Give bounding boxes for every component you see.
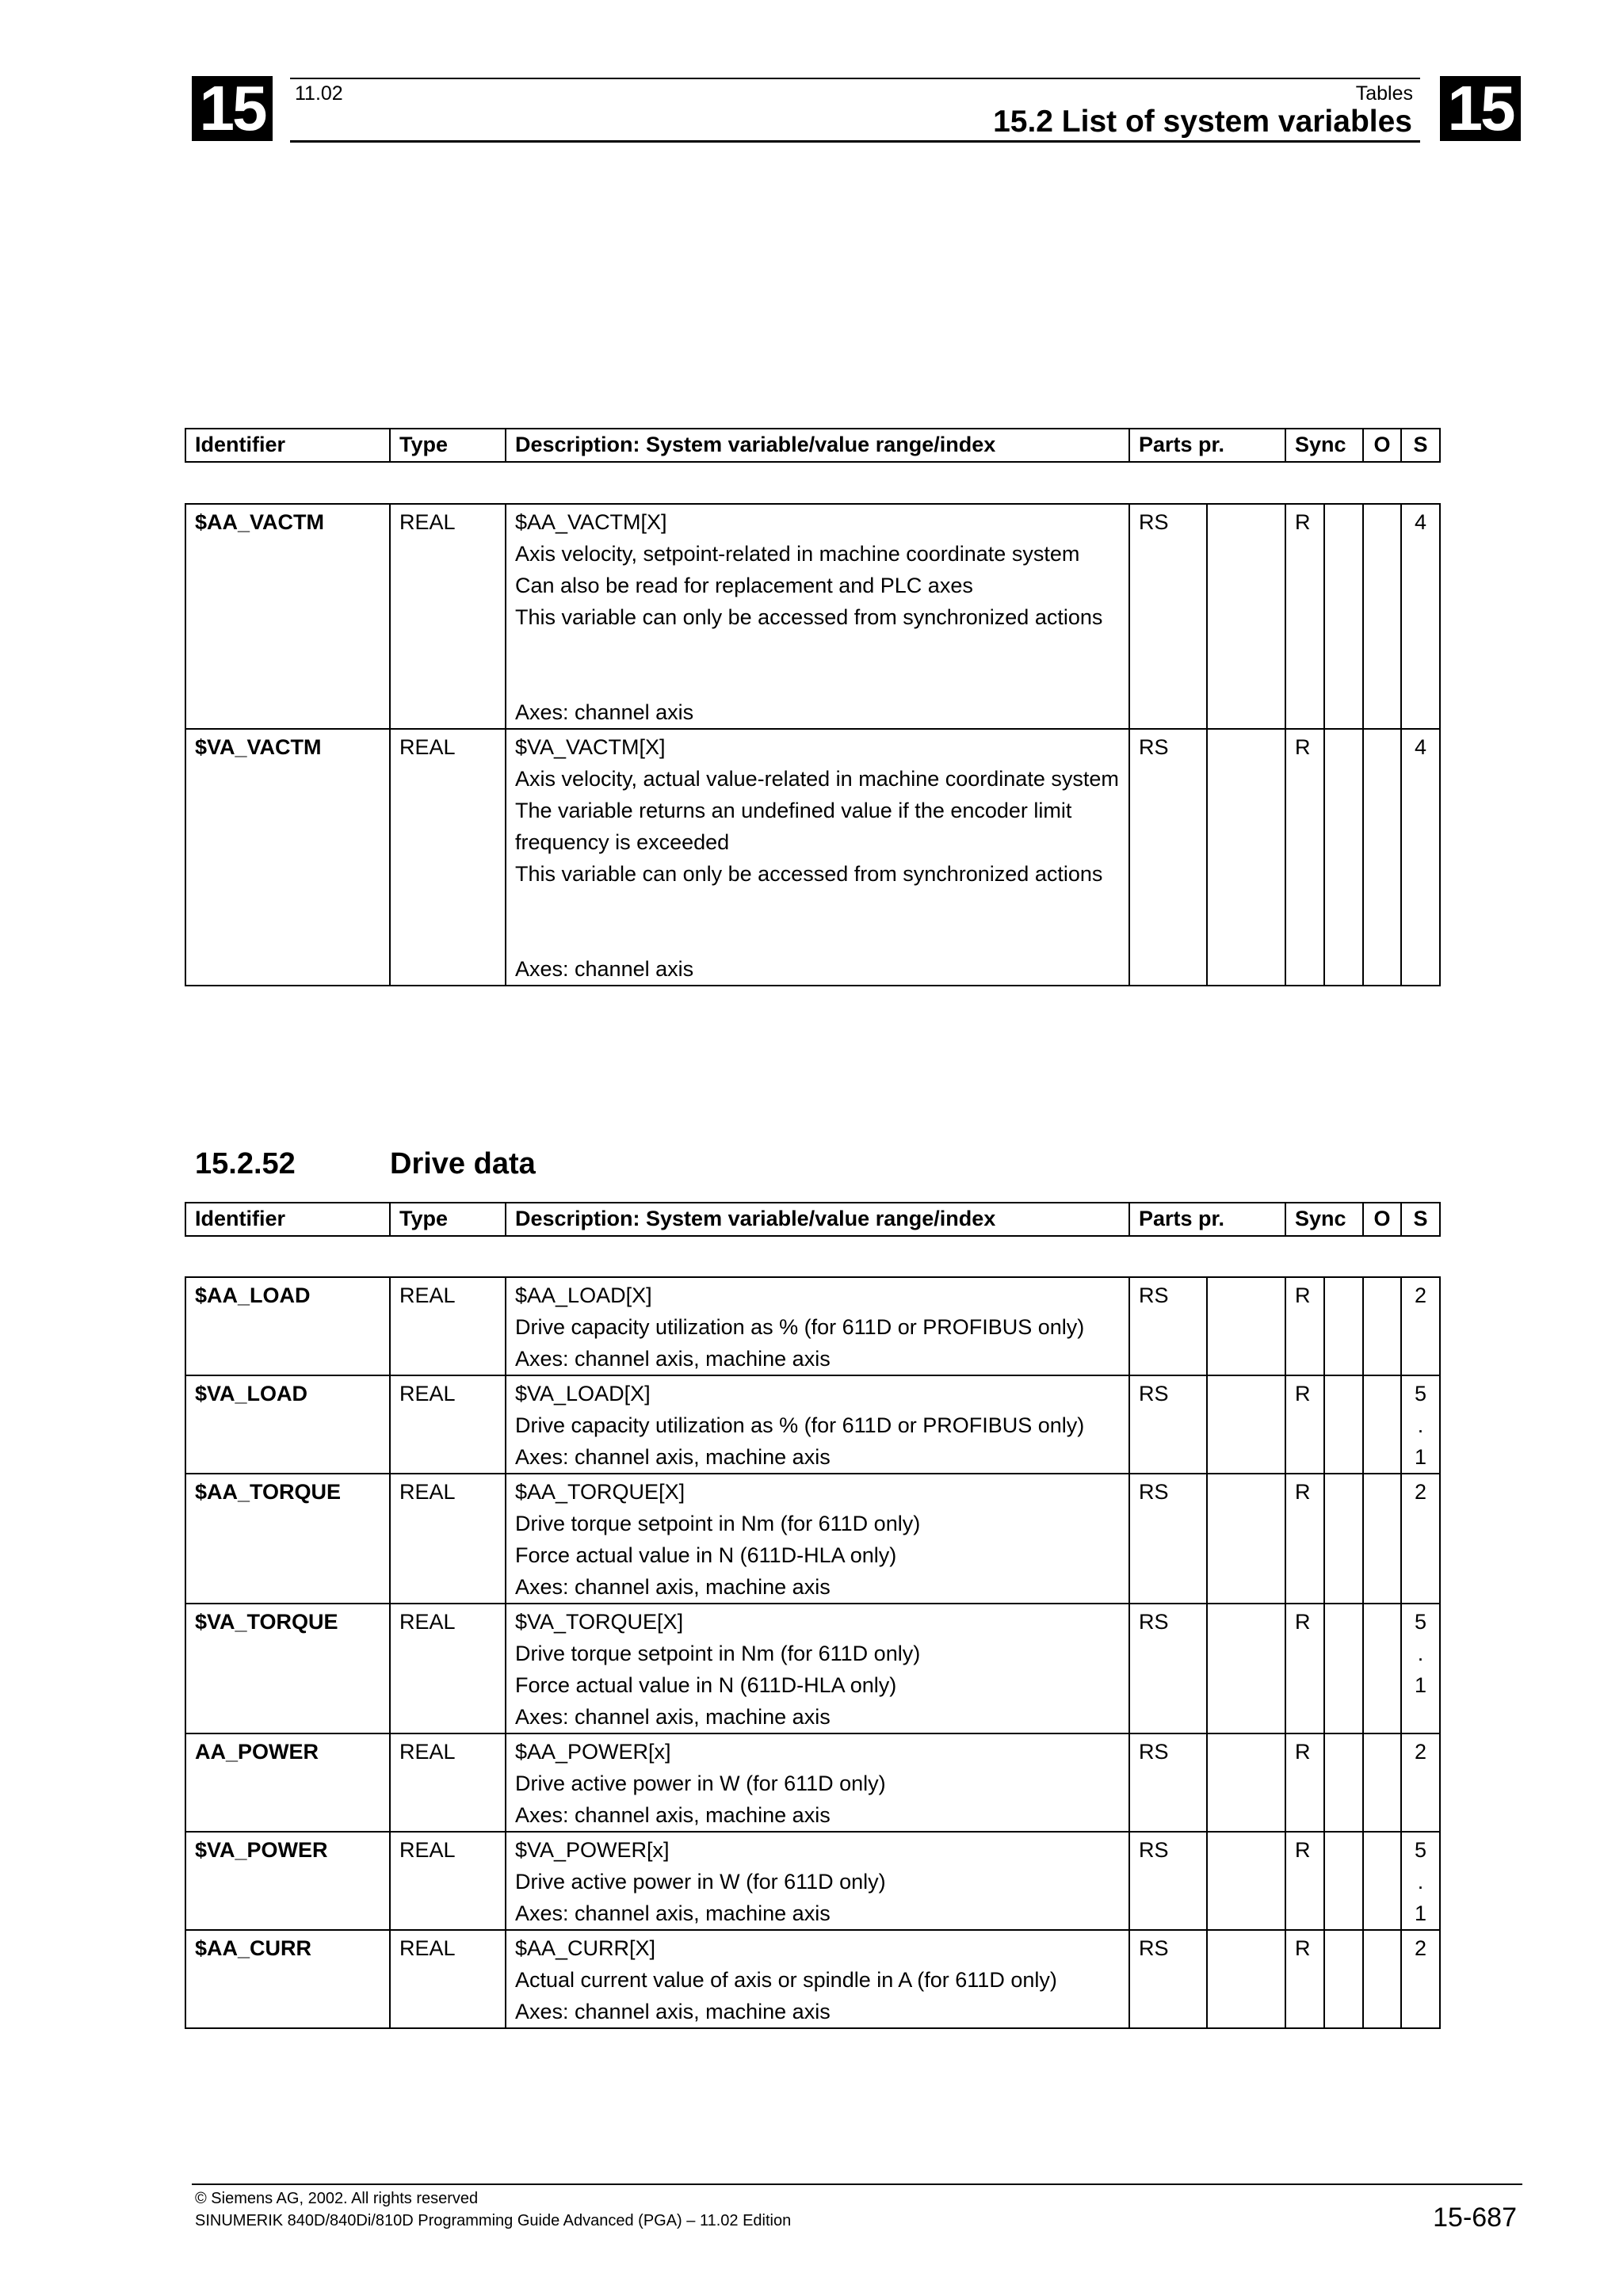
table-row [185,1930,1440,2028]
row-sync: R [1285,729,1324,986]
column-header-row [185,429,1440,462]
table1-column-header [185,428,1441,463]
row-sync-extra [1324,1375,1363,1474]
row-description [506,1930,1129,2028]
description-line: Drive capacity utilization as % (for 611D or PROFIBUS only) [515,1413,1085,1437]
description-spacer [515,633,1121,696]
description-line: $VA_POWER[x] [515,1838,670,1862]
description-line: The variable returns an undefined value if the encoder limit frequency is exceeded [515,799,1072,854]
row-s [1401,1375,1440,1474]
row-o [1363,504,1401,729]
description-line: Axes: channel axis, machine axis [515,1705,831,1729]
row-s [1401,1277,1440,1375]
description-line: Axes: channel axis, machine axis [515,1445,831,1469]
row-s-char: 4 [1414,735,1427,759]
row-parts: RS [1129,1375,1207,1474]
row-sync: R [1285,1375,1324,1474]
table2-column-header [185,1202,1441,1237]
description-line: Drive active power in W (for 611D only) [515,1870,886,1894]
row-s-char: 2 [1414,1283,1427,1307]
column-header-parts: Parts pr. [1129,429,1285,462]
header-date: 11.02 [295,82,343,105]
table-row [185,1277,1440,1375]
row-sync-extra [1324,1277,1363,1375]
row-description [506,1474,1129,1604]
description-line: Axes: channel axis, machine axis [515,1347,831,1371]
row-sync-extra [1324,1930,1363,2028]
row-parts: RS [1129,1832,1207,1930]
table-row [185,504,1440,729]
row-s [1401,1604,1440,1733]
chapter-number-left: 15 [192,76,273,141]
description-line: $VA_VACTM[X] [515,735,666,759]
description-line: Drive active power in W (for 611D only) [515,1772,886,1795]
row-s-char: 4 [1414,510,1427,534]
row-sync-extra [1324,504,1363,729]
row-sync: R [1285,1604,1324,1733]
row-s [1401,1474,1440,1604]
description-spacer [515,890,1121,953]
description-line: Axes: channel axis, machine axis [515,2000,831,2023]
description-line: $AA_TORQUE[X] [515,1480,685,1504]
row-identifier: $VA_POWER [185,1832,390,1930]
row-parts-extra [1207,1832,1285,1930]
description-line: $AA_LOAD[X] [515,1283,652,1307]
row-identifier: $VA_LOAD [185,1375,390,1474]
row-sync: R [1285,1832,1324,1930]
row-parts: RS [1129,1930,1207,2028]
table-row [185,729,1440,986]
row-parts: RS [1129,729,1207,986]
column-header-row [185,1203,1440,1236]
row-o [1363,1930,1401,2028]
row-description [506,729,1129,986]
row-sync-extra [1324,1832,1363,1930]
section-title: Drive data [390,1147,536,1180]
row-type: REAL [390,1832,506,1930]
table-row [185,1604,1440,1733]
row-parts: RS [1129,1474,1207,1604]
row-type: REAL [390,729,506,986]
row-sync: R [1285,1930,1324,2028]
row-parts: RS [1129,1604,1207,1733]
row-sync: R [1285,504,1324,729]
column-header-o: O [1363,429,1401,462]
row-description [506,1832,1129,1930]
description-line: Axes: channel axis, machine axis [515,1575,831,1599]
row-identifier: $VA_VACTM [185,729,390,986]
column-header-sync: Sync [1285,1203,1363,1236]
table-row [185,1832,1440,1930]
row-description [506,1277,1129,1375]
row-s-char: . [1417,1870,1424,1894]
table-row [185,1733,1440,1832]
row-parts: RS [1129,1277,1207,1375]
row-parts-extra [1207,1375,1285,1474]
description-line: Force actual value in N (611D-HLA only) [515,1543,897,1567]
row-identifier: $AA_VACTM [185,504,390,729]
row-parts-extra [1207,1277,1285,1375]
column-header-identifier: Identifier [185,429,390,462]
row-s-char: 5 [1414,1610,1427,1634]
row-o [1363,1375,1401,1474]
table-row [185,1375,1440,1474]
row-type: REAL [390,1474,506,1604]
column-header-type: Type [390,429,506,462]
row-parts-extra [1207,1733,1285,1832]
row-parts-extra [1207,1604,1285,1733]
description-line: Actual current value of axis or spindle in A (for 611D only) [515,1968,1057,1992]
row-description [506,1733,1129,1832]
row-sync: R [1285,1474,1324,1604]
chapter-number-right: 15 [1440,76,1521,141]
footer-guide-title: SINUMERIK 840D/840Di/810D Programming Guide Advanced (PGA) – 11.02 Edition [195,2212,792,2229]
row-s [1401,1930,1440,2028]
row-s-char: . [1417,1642,1424,1665]
row-sync-extra [1324,1474,1363,1604]
footer-copyright: © Siemens AG, 2002. All rights reserved [195,2190,479,2207]
row-sync-extra [1324,1733,1363,1832]
row-s-char: 1 [1414,1901,1427,1925]
column-header-description: Description: System variable/value range/index [506,429,1129,462]
row-s [1401,1832,1440,1930]
row-type: REAL [390,1375,506,1474]
description-line: This variable can only be accessed from synchronized actions [515,605,1103,629]
column-header-s: S [1401,1203,1440,1236]
description-line: $VA_LOAD[X] [515,1382,651,1405]
row-type: REAL [390,1604,506,1733]
row-description [506,1604,1129,1733]
row-o [1363,1832,1401,1930]
row-sync-extra [1324,1604,1363,1733]
row-identifier: AA_POWER [185,1733,390,1832]
header-chapter-title: Tables [1355,82,1413,105]
row-sync: R [1285,1277,1324,1375]
description-line: Drive torque setpoint in Nm (for 611D only) [515,1642,921,1665]
row-identifier: $AA_LOAD [185,1277,390,1375]
row-o [1363,1474,1401,1604]
row-sync-extra [1324,729,1363,986]
row-s-char: 2 [1414,1936,1427,1960]
row-description [506,504,1129,729]
row-parts-extra [1207,504,1285,729]
row-s [1401,729,1440,986]
row-o [1363,729,1401,986]
row-identifier: $AA_CURR [185,1930,390,2028]
description-axes: Axes: channel axis [515,957,694,981]
row-sync: R [1285,1733,1324,1832]
footer-rule [192,2183,1522,2185]
description-line: $AA_CURR[X] [515,1936,656,1960]
row-s-char: 1 [1414,1673,1427,1697]
column-header-o: O [1363,1203,1401,1236]
header-bottom-rule [290,140,1420,143]
column-header-description: Description: System variable/value range/index [506,1203,1129,1236]
column-header-s: S [1401,429,1440,462]
row-parts-extra [1207,1474,1285,1604]
description-line: Axes: channel axis, machine axis [515,1803,831,1827]
table2-body [185,1276,1441,2029]
description-line: This variable can only be accessed from synchronized actions [515,862,1103,886]
table1-body [185,503,1441,986]
header-section-title: 15.2 List of system variables [993,105,1412,139]
row-type: REAL [390,1930,506,2028]
column-header-identifier: Identifier [185,1203,390,1236]
description-line: Axes: channel axis, machine axis [515,1901,831,1925]
row-s-char: . [1417,1413,1424,1437]
description-line: Axis velocity, setpoint-related in machine coordinate system [515,542,1080,566]
row-parts: RS [1129,1733,1207,1832]
column-header-parts: Parts pr. [1129,1203,1285,1236]
page-number: 15-687 [1433,2203,1517,2233]
row-type: REAL [390,1733,506,1832]
description-line: Can also be read for replacement and PLC axes [515,574,973,597]
row-s-char: 2 [1414,1740,1427,1764]
row-identifier: $VA_TORQUE [185,1604,390,1733]
row-o [1363,1733,1401,1832]
row-identifier: $AA_TORQUE [185,1474,390,1604]
description-line: $AA_VACTM[X] [515,510,667,534]
description-line: Drive torque setpoint in Nm (for 611D only) [515,1512,921,1535]
description-line: $VA_TORQUE[X] [515,1610,684,1634]
row-o [1363,1277,1401,1375]
row-s-char: 1 [1414,1445,1427,1469]
description-line: Force actual value in N (611D-HLA only) [515,1673,897,1697]
row-s-char: 5 [1414,1382,1427,1405]
row-s [1401,504,1440,729]
row-description [506,1375,1129,1474]
row-s-char: 5 [1414,1838,1427,1862]
section-number: 15.2.52 [195,1147,296,1180]
header-top-rule [290,78,1420,79]
row-type: REAL [390,504,506,729]
row-parts: RS [1129,504,1207,729]
description-line: Axis velocity, actual value-related in machine coordinate system [515,767,1119,791]
row-type: REAL [390,1277,506,1375]
description-line: Drive capacity utilization as % (for 611D or PROFIBUS only) [515,1315,1085,1339]
row-s-char: 2 [1414,1480,1427,1504]
column-header-sync: Sync [1285,429,1363,462]
column-header-type: Type [390,1203,506,1236]
row-parts-extra [1207,1930,1285,2028]
description-axes: Axes: channel axis [515,700,694,724]
table-row [185,1474,1440,1604]
row-parts-extra [1207,729,1285,986]
row-o [1363,1604,1401,1733]
description-line: $AA_POWER[x] [515,1740,671,1764]
row-s [1401,1733,1440,1832]
